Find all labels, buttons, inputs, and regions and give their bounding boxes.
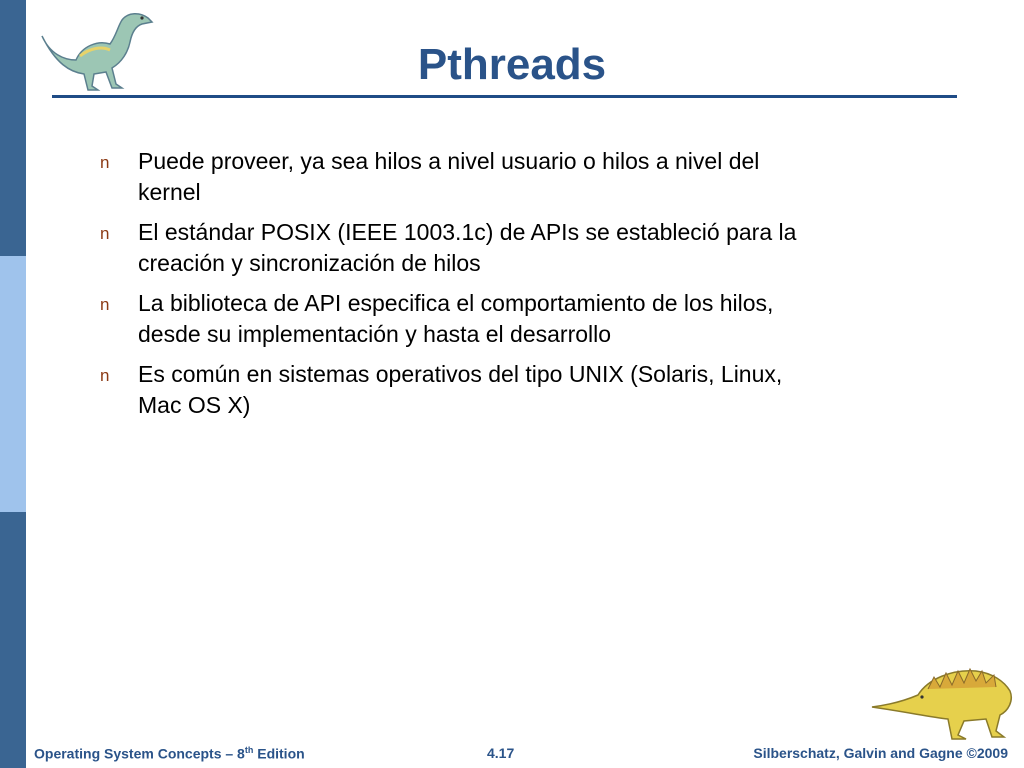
bullet-item (100, 288, 820, 350)
title-underline (52, 95, 957, 98)
footer-authors: Silberschatz, Galvin and Gagne ©2009 (753, 745, 1008, 761)
bullet-marker: n (100, 224, 110, 243)
bullet-marker: n (100, 366, 110, 385)
footer-page-number: 4.17 (487, 745, 515, 761)
bullet-item (100, 359, 820, 421)
bullet-text: Es común en sistemas operativos del tipo UNIX (Solaris, Linux, Mac OS X) (138, 361, 783, 418)
dinosaur-bottom-icon (868, 655, 1018, 743)
bullet-text: Puede proveer, ya sea hilos a nivel usuario o hilos a nivel del kernel (138, 148, 760, 205)
bullet-item (100, 217, 820, 279)
footer-edition-sup: th (244, 745, 254, 755)
bullet-marker: n (100, 295, 110, 314)
bullet-list (100, 146, 820, 430)
bullet-text: La biblioteca de API especifica el comportamiento de los hilos, desde su implementación y hasta el desarrollo (138, 290, 774, 347)
bullet-item (100, 146, 820, 208)
slide-title: Pthreads (417, 40, 607, 89)
footer-edition-word: Edition (253, 745, 305, 762)
bullet-marker: n (100, 153, 110, 172)
left-sidebar-highlight (0, 256, 26, 512)
footer-book-title (34, 745, 305, 762)
footer-book-title-text: Operating System Concepts – 8 (34, 745, 245, 762)
bullet-text: El estándar POSIX (IEEE 1003.1c) de APIs se estableció para la creación y sincronización de hilos (138, 219, 797, 276)
